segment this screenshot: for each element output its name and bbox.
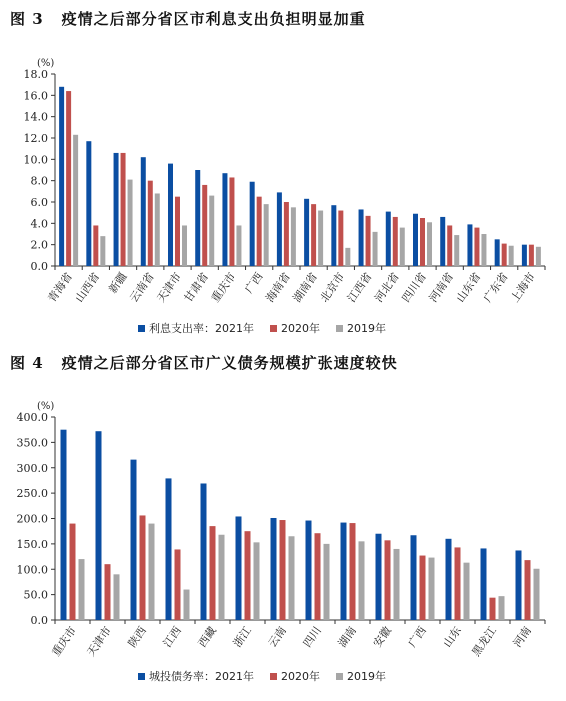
bar-1-广东省 <box>495 239 500 266</box>
y-tick-label: 4.0 <box>30 217 48 231</box>
figure-4-title <box>10 352 398 373</box>
interest-rate-chart <box>0 30 566 350</box>
bar-2-山西省 <box>93 225 98 266</box>
y-tick-label: 16.0 <box>23 89 48 103</box>
category-label: 江西 <box>160 624 184 650</box>
bar-1-新疆 <box>114 153 119 266</box>
category-label: 北京市 <box>317 270 348 305</box>
bar-2-广西 <box>257 197 262 266</box>
category-label: 广西 <box>405 624 429 650</box>
category-label: 天津市 <box>84 624 114 659</box>
bar-3-浙江 <box>254 542 260 620</box>
bar-1-青海省 <box>59 87 64 266</box>
category-label: 黑龙江 <box>469 624 499 659</box>
category-label: 浙江 <box>230 624 254 650</box>
category-label: 云南省 <box>127 270 157 305</box>
category-label: 四川 <box>300 624 324 650</box>
bar-3-河南 <box>534 569 540 620</box>
legend-swatch-3 <box>336 325 343 332</box>
y-tick-label: 0.0 <box>30 614 48 627</box>
bar-1-山西省 <box>86 141 91 266</box>
legend-swatch-1 <box>138 673 145 680</box>
category-label: 山东省 <box>453 270 484 305</box>
y-axis-unit: (%) <box>37 401 55 412</box>
bar-3-黑龙江 <box>499 596 505 620</box>
bar-1-广西 <box>250 182 255 266</box>
bar-1-黑龙江 <box>481 548 487 620</box>
bar-2-陕西 <box>140 515 146 620</box>
bar-3-湖南省 <box>318 211 323 266</box>
bar-1-四川省 <box>413 214 418 266</box>
category-label: 山东 <box>440 624 464 650</box>
bar-2-河南 <box>525 560 531 620</box>
bar-1-海南省 <box>277 192 282 266</box>
bar-3-甘肃省 <box>209 196 214 266</box>
bar-1-湖南省 <box>304 199 309 266</box>
category-label: 湖南 <box>335 624 359 650</box>
legend-swatch-2 <box>270 325 277 332</box>
bar-3-上海市 <box>536 247 541 266</box>
bar-3-重庆市 <box>79 559 85 620</box>
bar-3-广西 <box>264 204 269 266</box>
bar-2-青海省 <box>66 91 71 266</box>
bar-1-天津市 <box>96 431 102 620</box>
bar-3-山西省 <box>100 236 105 266</box>
bar-3-云南 <box>289 536 295 620</box>
y-tick-label: 10.0 <box>23 153 48 167</box>
bar-2-四川省 <box>420 218 425 266</box>
category-label: 海南省 <box>263 270 293 305</box>
bar-1-广西 <box>411 535 417 620</box>
bar-1-甘肃省 <box>195 170 200 266</box>
bar-3-四川省 <box>427 222 432 266</box>
category-label: 河南 <box>510 624 534 650</box>
legend-swatch-2 <box>270 673 277 680</box>
bar-3-新疆 <box>128 180 133 266</box>
figure-4-number: 图 4 <box>10 354 44 372</box>
bar-1-云南 <box>271 518 277 620</box>
legend-label-1: 利息支出率：2021年 <box>149 322 254 335</box>
category-label: 湖南省 <box>290 270 321 305</box>
bar-2-河南省 <box>447 225 452 266</box>
y-tick-label: 50.0 <box>23 588 48 602</box>
category-label: 四川省 <box>399 270 429 305</box>
y-tick-label: 0.0 <box>30 260 48 273</box>
category-label: 新疆 <box>106 270 130 296</box>
category-label: 河北省 <box>372 270 402 305</box>
figure-3-number: 图 3 <box>10 10 44 28</box>
category-label: 江西省 <box>344 270 375 305</box>
y-tick-label: 300.0 <box>16 461 48 475</box>
category-label: 河南省 <box>426 270 457 305</box>
bar-2-江西 <box>175 549 181 620</box>
category-label: 安徽 <box>370 624 394 650</box>
bar-2-安徽 <box>385 540 391 620</box>
legend-label-2: 2020年 <box>281 670 320 683</box>
bar-2-云南省 <box>148 181 153 266</box>
category-label: 陕西 <box>125 624 149 650</box>
y-tick-label: 400.0 <box>16 411 48 424</box>
bar-2-重庆市 <box>229 177 234 266</box>
bar-2-甘肃省 <box>202 185 207 266</box>
category-label: 上海市 <box>508 270 538 305</box>
bar-2-上海市 <box>529 245 534 266</box>
category-label: 山西省 <box>72 270 103 305</box>
bar-2-西藏 <box>210 526 216 620</box>
y-tick-label: 18.0 <box>23 68 48 81</box>
bar-2-湖南省 <box>311 204 316 266</box>
legend-swatch-1 <box>138 325 145 332</box>
debt-expansion-chart <box>0 380 566 700</box>
category-label: 重庆市 <box>208 270 239 305</box>
bar-2-北京市 <box>338 211 343 266</box>
bar-1-山东省 <box>467 224 472 266</box>
bar-1-上海市 <box>522 245 527 266</box>
bar-1-西藏 <box>201 483 207 620</box>
category-label: 广东省 <box>481 270 511 305</box>
bar-2-云南 <box>280 520 286 620</box>
bar-2-四川 <box>315 533 321 620</box>
bar-3-湖南 <box>359 541 365 620</box>
bar-3-广西 <box>429 558 435 620</box>
legend-label-2: 2020年 <box>281 322 320 335</box>
bar-2-河北省 <box>393 217 398 266</box>
category-label: 甘肃省 <box>181 270 212 305</box>
bar-1-河南省 <box>440 217 445 266</box>
bar-3-云南省 <box>155 193 160 266</box>
legend-label-1: 城投债务率：2021年 <box>149 670 254 683</box>
bar-2-天津市 <box>105 564 111 620</box>
bar-2-黑龙江 <box>490 598 496 620</box>
category-label: 重庆市 <box>49 624 79 659</box>
figure-3-title <box>10 8 366 29</box>
bar-1-江西 <box>166 478 172 620</box>
bar-3-河北省 <box>400 228 405 266</box>
bar-1-安徽 <box>376 534 382 620</box>
bar-3-重庆市 <box>236 225 241 266</box>
bar-3-西藏 <box>219 535 225 620</box>
category-label: 天津市 <box>154 270 184 305</box>
y-tick-label: 14.0 <box>23 110 48 124</box>
bar-2-广西 <box>420 556 426 620</box>
bar-2-山东省 <box>474 228 479 266</box>
bar-1-云南省 <box>141 157 146 266</box>
bar-2-江西省 <box>366 216 371 266</box>
bar-1-湖南 <box>341 523 347 620</box>
bar-3-陕西 <box>149 524 155 620</box>
bar-1-江西省 <box>359 209 364 266</box>
bar-1-四川 <box>306 521 312 620</box>
bar-3-北京市 <box>345 248 350 266</box>
y-tick-label: 200.0 <box>16 512 48 526</box>
bar-2-新疆 <box>121 153 126 266</box>
bar-2-山东 <box>455 547 461 620</box>
y-tick-label: 150.0 <box>16 537 48 551</box>
y-tick-label: 8.0 <box>30 174 48 188</box>
bar-1-北京市 <box>331 205 336 266</box>
bar-1-河北省 <box>386 212 391 266</box>
bar-3-天津市 <box>182 225 187 266</box>
figure-3-caption: 疫情之后部分省区市利息支出负担明显加重 <box>61 10 366 28</box>
legend-swatch-3 <box>336 673 343 680</box>
category-label: 广西 <box>242 270 266 296</box>
bar-3-安徽 <box>394 549 400 620</box>
bar-3-江西省 <box>373 232 378 266</box>
figure-4-caption: 疫情之后部分省区市广义债务规模扩张速度较快 <box>61 354 398 372</box>
y-tick-label: 250.0 <box>16 487 48 501</box>
y-axis-unit: (%) <box>37 58 55 69</box>
category-label: 云南 <box>265 624 289 650</box>
y-tick-label: 12.0 <box>23 132 48 145</box>
bar-1-天津市 <box>168 164 173 266</box>
bar-3-江西 <box>184 590 190 620</box>
y-tick-label: 2.0 <box>30 238 48 252</box>
bar-2-广东省 <box>502 244 507 266</box>
y-tick-label: 6.0 <box>30 196 48 209</box>
bar-3-四川 <box>324 544 330 620</box>
bar-2-重庆市 <box>70 524 76 620</box>
bar-3-山东省 <box>481 234 486 266</box>
bar-1-陕西 <box>131 460 137 620</box>
bar-3-青海省 <box>73 135 78 266</box>
category-label: 西藏 <box>195 624 219 650</box>
bar-1-河南 <box>516 550 522 620</box>
category-label: 青海省 <box>45 270 76 305</box>
bar-3-河南省 <box>454 235 459 266</box>
bar-3-海南省 <box>291 207 296 266</box>
bar-3-天津市 <box>114 574 120 620</box>
bar-2-天津市 <box>175 197 180 266</box>
bar-3-广东省 <box>509 246 514 266</box>
bar-1-山东 <box>446 539 452 620</box>
bar-2-湖南 <box>350 523 356 620</box>
bar-1-浙江 <box>236 516 242 620</box>
legend-label-3: 2019年 <box>347 322 386 335</box>
bar-2-浙江 <box>245 531 251 620</box>
y-tick-label: 100.0 <box>16 563 48 577</box>
bar-3-山东 <box>464 563 470 620</box>
legend-label-3: 2019年 <box>347 670 386 683</box>
bar-1-重庆市 <box>222 173 227 266</box>
bar-2-海南省 <box>284 202 289 266</box>
bar-1-重庆市 <box>61 430 67 620</box>
y-tick-label: 350.0 <box>16 436 48 450</box>
